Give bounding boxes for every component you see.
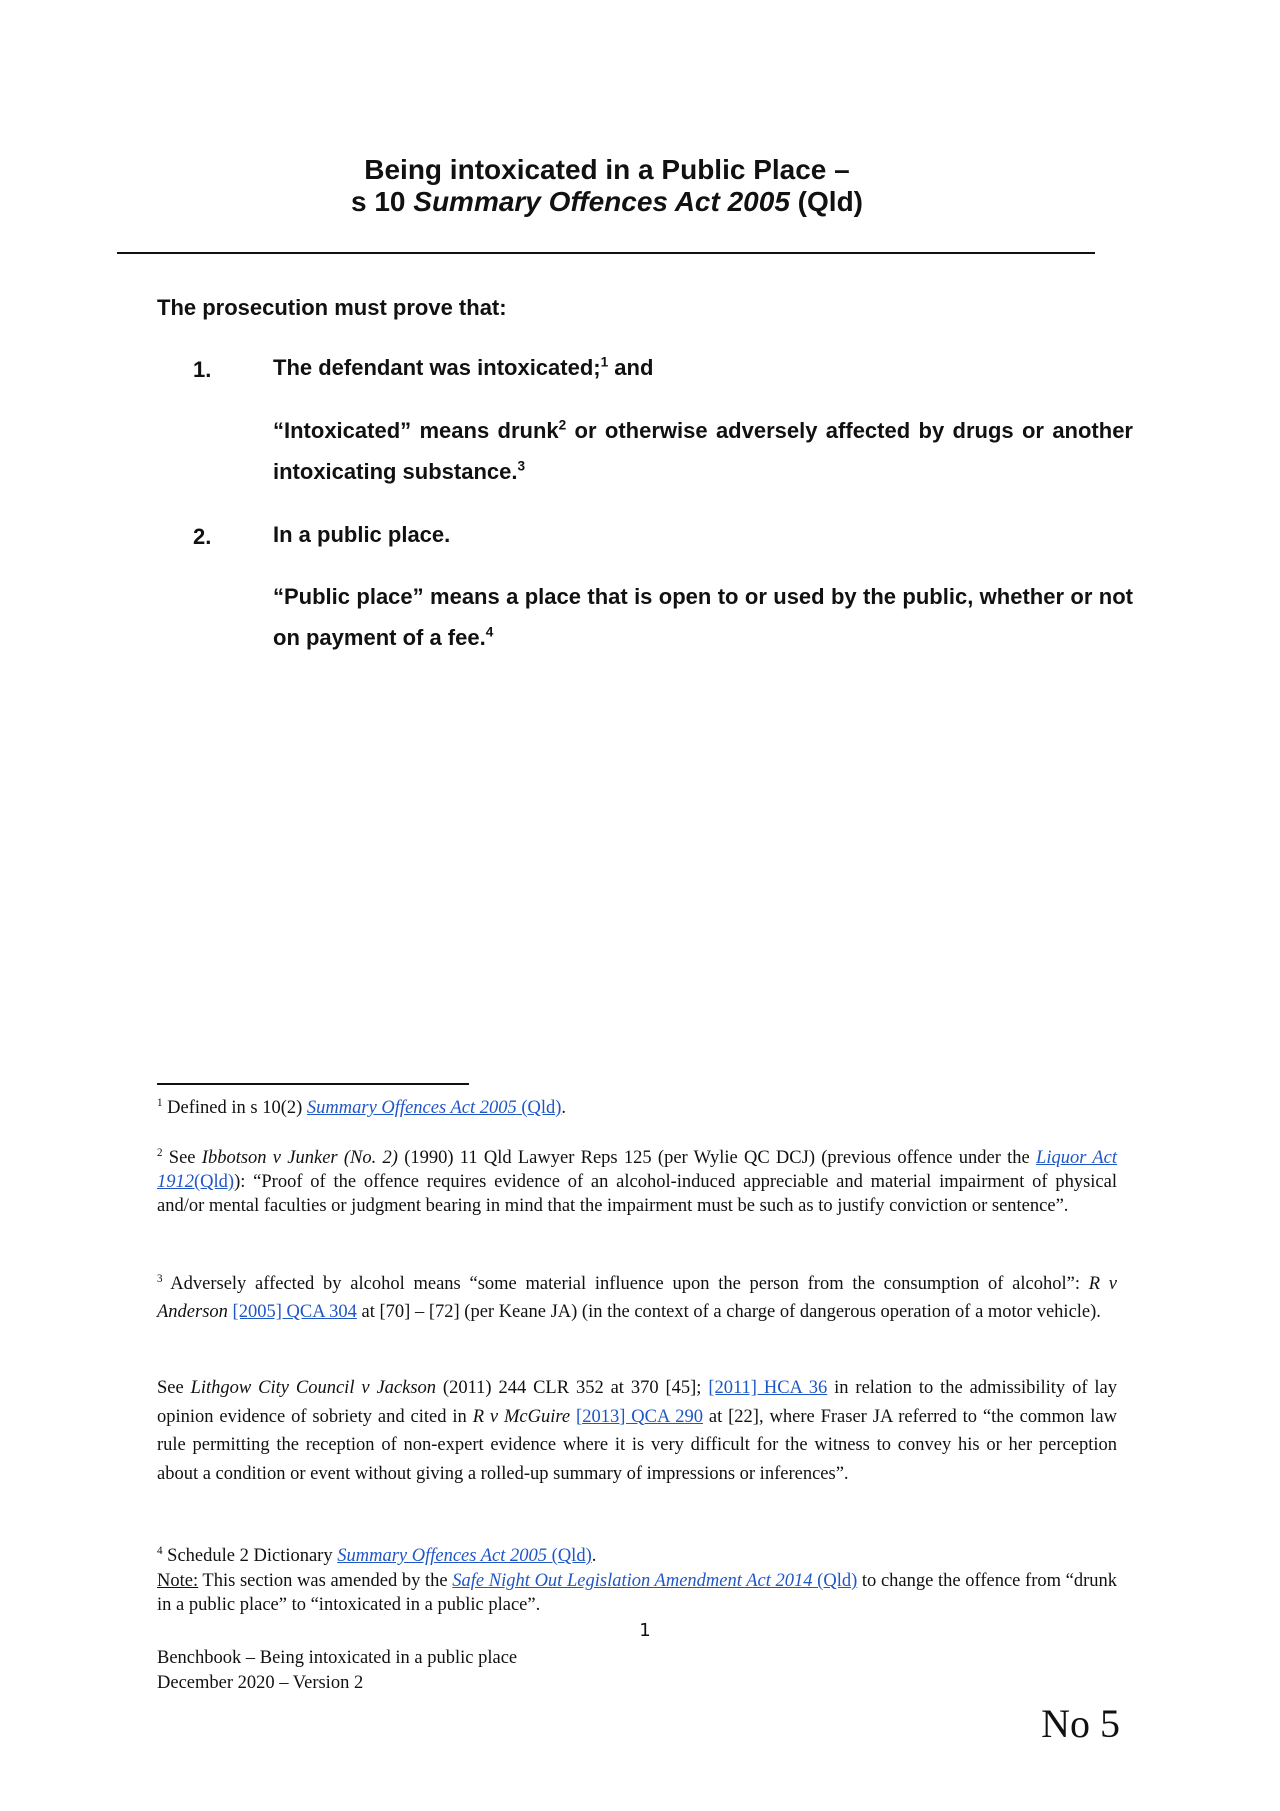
case-citation-link[interactable]: [2013] QCA 290 [576, 1406, 703, 1427]
note-label: Note: [157, 1571, 199, 1591]
element-heading [273, 347, 1133, 388]
act-link-name[interactable]: Safe Night Out Legislation Amendment Act 2014 [452, 1571, 813, 1591]
case-name: Lithgow City Council v Jackson [190, 1378, 437, 1398]
footnote-text: . [561, 1098, 567, 1118]
footnote-text: See [162, 1148, 202, 1168]
footnote-number: 3 [157, 1272, 163, 1285]
page-title-line1: Being intoxicated in a Public Place – [364, 154, 850, 185]
footnote-number: 1 [157, 1096, 163, 1109]
act-link[interactable] [307, 1098, 562, 1118]
act-link-jurisdiction[interactable]: (Qld) [516, 1098, 562, 1118]
footnote-4-note [157, 1569, 1117, 1617]
definition-text: “Public place” means a place that is open to or used by the public, whether or not on payment of a fee. [273, 584, 1133, 650]
footnote-4 [157, 1544, 1117, 1568]
case-name: R v McGuire [472, 1406, 571, 1427]
footnote-2 [157, 1146, 1117, 1218]
footnote-text: (1990) 11 Qld Lawyer Reps 125 (per Wylie QC DCJ) (previous offence under the [397, 1148, 1037, 1168]
footnote-ref[interactable]: 1 [600, 354, 609, 370]
footnote-text: Defined in s 10(2) [162, 1098, 307, 1118]
footnote-3-continued [157, 1374, 1117, 1488]
definition-text: “Intoxicated” means drunk [273, 418, 559, 443]
footnote-ref[interactable]: 4 [485, 624, 494, 640]
page-title-line2 [117, 186, 1097, 218]
footnote-3 [157, 1270, 1117, 1326]
heading-text: The defendant was intoxicated; [273, 355, 601, 380]
element-number: 2. [193, 524, 212, 549]
act-link-name[interactable]: Summary Offences Act 2005 [337, 1546, 548, 1566]
footnote-text: to change the offence from “drunk in a public place” to “intoxicated in a public place”. [157, 1571, 1118, 1615]
title-suffix: (Qld) [789, 186, 863, 217]
act-link-name[interactable]: Liquor Act 1912 [157, 1148, 1117, 1192]
act-link-name[interactable]: Summary Offences Act 2005 [306, 1098, 517, 1118]
title-prefix: s 10 [350, 186, 414, 217]
element-heading: In a public place. [273, 522, 451, 547]
case-name: Ibbotson v Junker (No. 2) [201, 1148, 398, 1168]
case-citation-link[interactable]: [2005] QCA 304 [232, 1302, 357, 1322]
footnote-text: Adversely affected by alcohol means “some material influence upon the person from the consumption of alcohol”: [162, 1274, 1089, 1294]
footnote-text: (2011) 244 CLR 352 at 370 [45]; [436, 1378, 709, 1398]
footer-version: December 2020 – Version 2 [157, 1673, 364, 1693]
case-citation-link[interactable]: [2011] HCA 36 [708, 1378, 828, 1398]
intro-text: The prosecution must prove that: [157, 295, 507, 320]
definition-text: or otherwise adversely affected by drugs or another intoxicating substance. [273, 418, 1133, 484]
element-number: 1. [193, 357, 212, 382]
footnote-ref[interactable]: 2 [558, 417, 567, 433]
act-link-jurisdiction[interactable]: (Qld) [194, 1172, 235, 1192]
act-link[interactable] [452, 1571, 857, 1591]
footnote-1 [157, 1096, 1117, 1120]
footer-title: Benchbook – Being intoxicated in a public place [157, 1648, 518, 1668]
footnote-number: 2 [157, 1146, 163, 1159]
page-number: 1 [639, 1620, 651, 1641]
title-divider [117, 252, 1095, 254]
case-name: R v Anderson [157, 1274, 1117, 1322]
element-definition [273, 410, 1133, 492]
document-number: No 5 [1041, 1701, 1120, 1746]
footnote-text: in relation to the admissibility of lay opinion evidence of sobriety and cited in [157, 1378, 1117, 1427]
footnote-separator [157, 1083, 469, 1085]
heading-tail: and [608, 355, 654, 380]
element-definition [273, 576, 1133, 658]
footnote-text: . [591, 1546, 597, 1566]
footnote-text: at [70] – [72] (per Keane JA) (in the context of a charge of dangerous operation of a motor vehicle). [356, 1302, 1101, 1322]
footnote-text: Schedule 2 Dictionary [162, 1546, 338, 1566]
act-link-jurisdiction[interactable]: (Qld) [547, 1546, 592, 1566]
title-act-name: Summary Offences Act 2005 [413, 186, 790, 217]
act-link-jurisdiction[interactable]: (Qld) [812, 1571, 858, 1591]
footnote-text: ): “Proof of the offence requires evidence of an alcohol-induced appreciable and material impairment of physical and/or mental faculties or judgment bearing in mind that the impairment must be such as to justify conviction or sentence”. [157, 1172, 1117, 1216]
footnote-text: This section was amended by the [198, 1571, 453, 1591]
act-link[interactable] [337, 1546, 592, 1566]
footnote-ref[interactable]: 3 [517, 458, 526, 474]
footnote-text: See [157, 1378, 191, 1398]
footnote-number: 4 [157, 1544, 163, 1557]
footnote-text: at [22], where Fraser JA referred to “the common law rule permitting the reception of non-expert evidence where it is very difficult for the witness to convey his or her perception about a condition or event without giving a rolled-up summary of impressions or inferences”. [157, 1406, 1118, 1484]
